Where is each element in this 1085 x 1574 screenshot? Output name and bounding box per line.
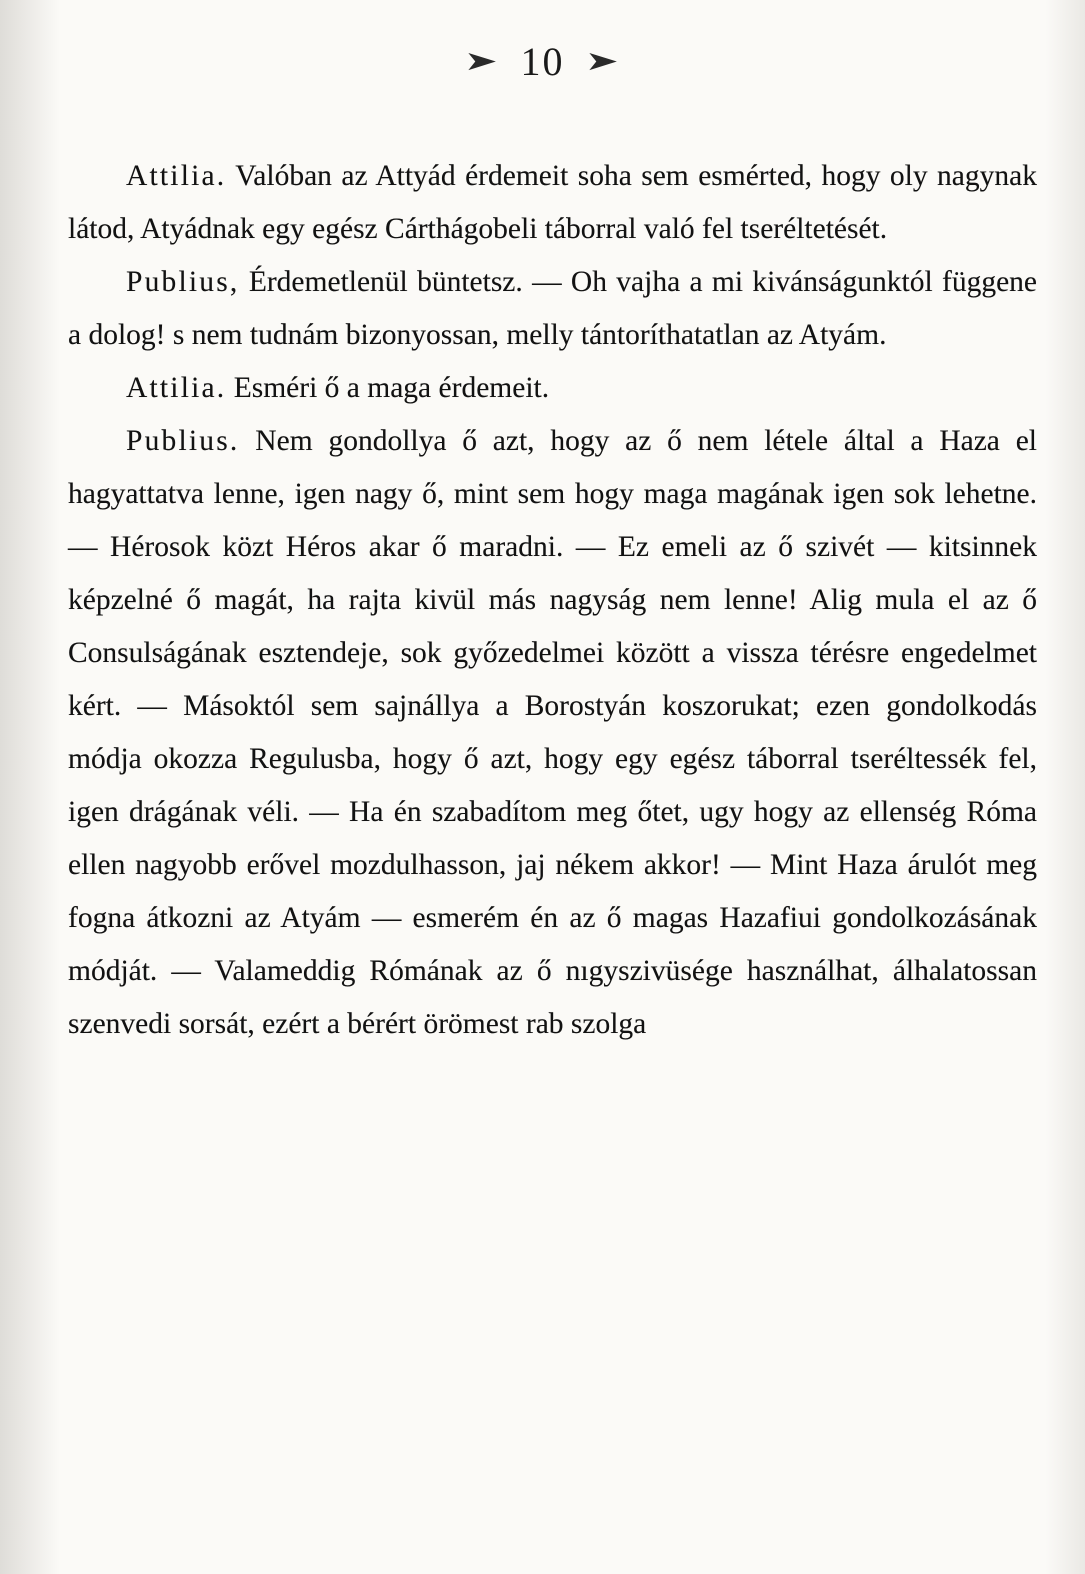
- body-text: [68, 150, 1037, 1051]
- speaker-name: Attilia.: [126, 372, 227, 404]
- paragraph-text: Nem gondollya ő azt, hogy az ő nem létele által a Haza el hagyattatva lenne, igen nagy ő, mint sem hogy maga magának igen sok lehetne. — Hérosok közt Héros akar ő maradni. — Ez emeli az ő szivét — kitsinnek képzelné ő magát, ha rajta kivül más nagyság nem lenne! Alig mula el az ő Consulságának esztendeje, sok győzedelmei között a vissza térésre engedelmet kért. — Másoktól sem sajnállya a Borostyán koszorukat; ezen gondolkodás módja okozza Regulusba, hogy ő azt, hogy egy egész táborral tseréltessék fel, igen drágának véli. — Ha én szabadítom meg őtet, ugy hogy az ellenség Róma ellen nagyobb erővel mozdulhasson, jaj nékem akkor! — Mint Haza árulót meg fogna átkozni az Atyám — esmerém én az ő magas Hazafiui gondolkozásának módját. — Valameddig Rómának az ő nıgyszivüsége használhat, álhalatossan szenvedi sorsát, ezért a bérért örömest rab szolga: [68, 425, 1037, 1040]
- ornament-right-icon: ➤: [584, 46, 622, 77]
- paragraph-text: Érdemetlenül büntetsz. — Oh vajha a mi kivánságunktól függene a dolog! s nem tudnám bizonyossan, melly tántoríthatatlan az Atyám.: [68, 266, 1037, 351]
- paragraph: [68, 150, 1037, 256]
- paragraph: [68, 362, 1037, 415]
- paragraph-text: Esméri ő a maga érdemeit.: [226, 372, 550, 404]
- page-header-folio: [0, 34, 1085, 85]
- speaker-name: Publius.: [126, 425, 240, 457]
- speaker-name: Attilia.: [126, 160, 227, 192]
- paragraph: [68, 415, 1037, 1051]
- paragraph-text: Valóban az Attyád érdemeit soha sem esmérted, hogy oly nagynak látod, Atyádnak egy egész Cárthágobeli táborral való fel tseréltetését.: [68, 160, 1037, 245]
- ornament-left-icon: ➤: [463, 46, 501, 77]
- page-number: 10: [520, 39, 565, 85]
- speaker-name: Publius,: [126, 266, 240, 298]
- paragraph: [68, 256, 1037, 362]
